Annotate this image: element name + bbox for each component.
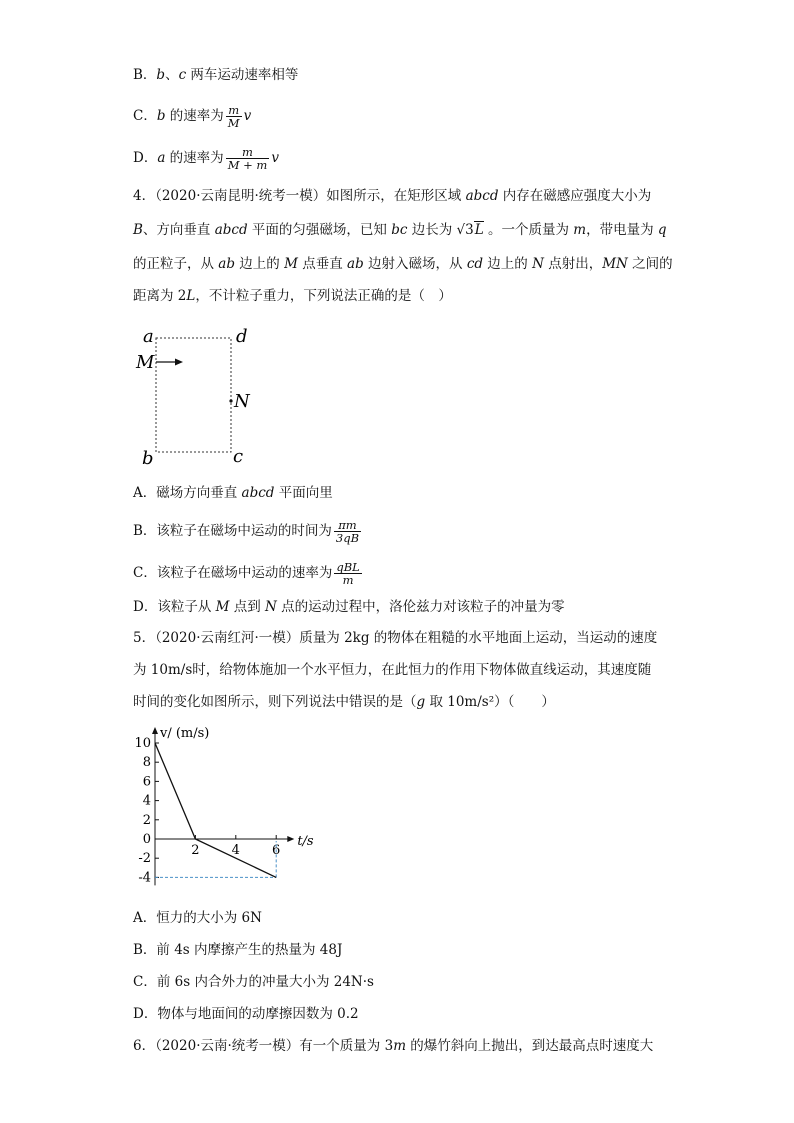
y-tick-label: 2 (142, 812, 151, 828)
q3-option-d: D．a 的速率为 $\frac{m}{M + m}$ v (133, 145, 279, 172)
q5-option-c: C．前 6s 内合外力的冲量大小为 24N·s (133, 974, 374, 990)
q3-option-b: B．b、c 两车运动速率相等 (133, 67, 299, 83)
y-tick-label: -2 (138, 851, 151, 867)
point-m-label: M (136, 352, 155, 373)
vertex-d-label: d (236, 326, 248, 347)
x-axis-label: t/s (297, 834, 314, 849)
q4-option-b: B．该粒子在磁场中运动的时间为 $\frac{\pi m}{3qB}$ (133, 518, 360, 545)
x-axis-arrow (287, 836, 294, 842)
q6-stem-line-1: 6．（2020·云南·统考一模）有一个质量为 3m 的爆竹斜向上抛出，到达最高点时速度大 (133, 1038, 654, 1054)
q4-stem-line-1: 4．（2020·云南昆明·统考一模）如图所示，在矩形区域 abcd 内存在磁感应强度大小为 (133, 188, 652, 204)
x-tick-label: 6 (272, 843, 281, 858)
q5-stem-line-2: 为 10m/s时，给物体施加一个水平恒力，在此恒力的作用下物体做直线运动，其速度随 (133, 662, 652, 678)
point-n-dot (229, 399, 232, 402)
vertex-b-label: b (142, 448, 154, 468)
q3-option-c: C．b 的速率为 $\frac{m}{M}$ v (133, 103, 252, 130)
q4-stem-line-3: 的正粒子，从 ab 边上的 M 点垂直 ab 边射入磁场，从 cd 边上的 N 点射出，MN 之间的 (133, 256, 673, 272)
point-n-label: N (234, 391, 250, 412)
q4-option-d: D．该粒子从 M 点到 N 点的运动过程中，洛伦兹力对该粒子的冲量为零 (133, 599, 565, 615)
fraction: $\frac{m}{M + m}$ (227, 145, 268, 172)
q4-stem-line-2: B、方向垂直 abcd 平面的匀强磁场，已知 bc 边长为 √3L 。一个质量为 m，带电量为 q (133, 222, 667, 238)
x-tick-label: 2 (191, 843, 200, 858)
q4-stem-line-4: 距离为 2L，不计粒子重力，下列说法正确的是（ ） (133, 288, 452, 304)
y-tick-label: 10 (134, 736, 151, 751)
vertex-c-label: c (233, 446, 244, 467)
y-tick-label: 6 (142, 774, 151, 790)
x-tick-label: 4 (231, 843, 240, 858)
velocity-series-line (155, 743, 276, 877)
y-tick-label: 0 (142, 832, 151, 847)
q4-option-c: C．该粒子在磁场中运动的速率为 $\frac{\text{qBL}}{m}$ (133, 560, 360, 587)
q5-stem-line-1: 5．（2020·云南红河·一模）质量为 2kg 的物体在粗糙的水平地面上运动，当运动的速度 (133, 630, 658, 646)
y-tick-label: 4 (142, 793, 151, 809)
y-axis-label: v/ (m/s) (160, 726, 210, 741)
vertex-a-label: a (143, 326, 154, 347)
y-tick-label: 8 (142, 755, 151, 771)
fraction: $\frac{m}{M}$ (227, 103, 240, 130)
q5-option-b: B．前 4s 内摩擦产生的热量为 48J (133, 942, 343, 958)
fraction: $\frac{\pi m}{3qB}$ (335, 518, 360, 545)
field-region-rectangle (156, 338, 231, 452)
y-tick-label: -4 (138, 870, 151, 886)
q5-stem-line-3: 时间的变化如图所示，则下列说法中错误的是（g 取 10m/s²）（ ） (133, 694, 555, 710)
q4-magnetic-field-figure (125, 322, 265, 468)
fraction: $\frac{\text{qBL}}{m}$ (336, 560, 360, 587)
q5-option-d: D．物体与地面间的动摩擦因数为 0.2 (133, 1006, 359, 1022)
q4-option-a: A．磁场方向垂直 abcd 平面向里 (133, 485, 333, 501)
q5-option-a: A．恒力的大小为 6N (133, 910, 262, 926)
velocity-arrow-head (175, 359, 183, 366)
q5-velocity-time-chart (125, 722, 355, 902)
y-axis-arrow (152, 727, 158, 734)
